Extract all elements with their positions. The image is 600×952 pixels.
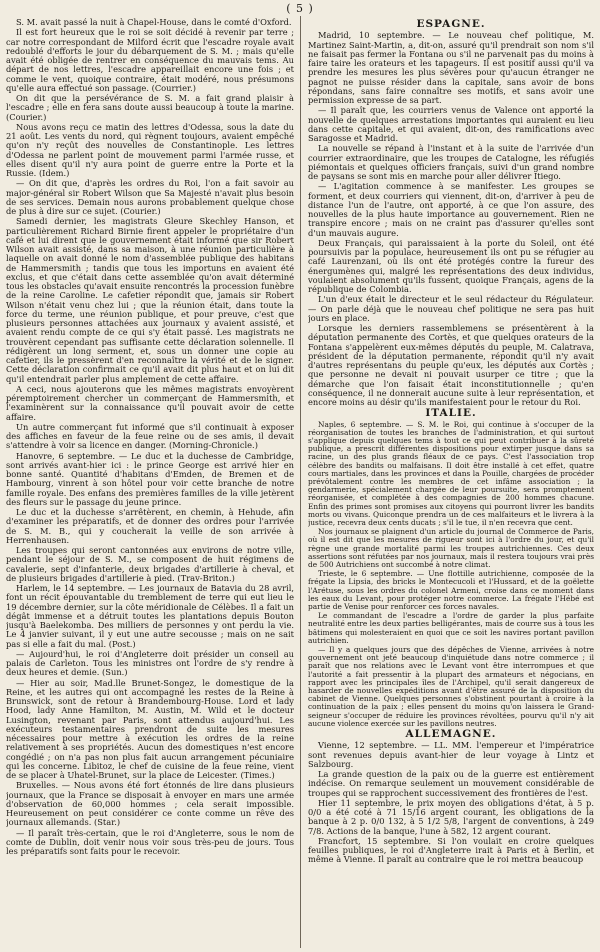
article-paragraph: Le duc et la duchesse s'arrêtèrent, en chemin, à Hehude, afin d'examiner les préparatifs, et de donner des ordres pour l'arrivée de S. M. B., qui y coucherait la veille de son arrivée à Herrenhausen. [6, 507, 294, 545]
article-paragraph: Les troupes qui seront cantonnées aux environs de notre ville, pendant le séjour de S. M., se composent de huit régimens de cavalerie, sept d'infanterie, deux brigades d'artillerie à cheval, et de plusieurs brigades d'artillerie à pied. (Trav-Briton.) [6, 545, 294, 583]
article-paragraph: — Il paraît que, les courriers venus de Valence ont apporté la nouvelle de quelques arrestations importantes qui auraient eu lieu dans cette capitale, et qui avaient, dit-on, des ramifications avec Saragosse et Madrid. [308, 105, 594, 143]
article-paragraph: Le commandant de l'escadre a l'ordre de garder la plus parfaite neutralité entre les deux parties belligérantes, mais de courre sus à tous les bâtimens qui molesteraient en quoi que ce soit les navires portant pavillon autrichien. [308, 611, 594, 645]
article-paragraph: Bruxelles. — Nous avons été fort étonnés de lire dans plusieurs journaux, que la France se disposait à envoyer en mars une armée d'observation de 60,000 hommes ; cela serait impossible. Heureusement on peut considérer ce conte comme un rêve des journaux allemands. (Star.) [6, 780, 294, 828]
article-paragraph: — Il paraît très-certain, que le roi d'Angleterre, sous le nom de comte de Dublin, doit venir nous voir sous très-peu de jours. Tous les préparatifs sont faits pour le recevoir. [6, 827, 294, 856]
article-paragraph: Harlem, le 14 septembre. — Les journaux de Batavia du 28 avril, font un récit épouvantable du tremblement de terre qui eut lieu le 19 décembre dernier, sur la côte méridionale de Célèbes. Il a fait un dégât immense et a détruit toutes les plantations depuis Bouton jusqu'à Baelekomba. Des milliers de personnes y ont perdu la vie. Le 4 janvier suivant, il y eut une autre secousse ; mais on ne sait pas si elle a fait du mal. (Post.) [6, 583, 294, 649]
left-column [6, 18, 294, 946]
article-paragraph: L'un d'eux était le directeur et le seul rédacteur du Régulateur. — On parle déjà que le nouveau chef politique ne sera pas huit jours en place. [308, 294, 594, 323]
article-paragraph: Nos journaux se plaignent d'un article du journal de Commerce de Paris, où il est dit que les mesures de rigueur sont ici à l'ordre du jour, et qu'il règne une grande mortalité parmi les troupes autrichiennes. Ces deux assertions sont réfutées par nos journaux, mais il restera toujours vrai près de 500 Autrichiens ont succombé à notre climat. [308, 527, 594, 569]
article-paragraph: — Aujourd'hui, le roi d'Angleterre doit présider un conseil au palais de Carleton. Tous les ministres ont l'ordre de s'y rendre à deux heures et demie. (Sun.) [6, 648, 294, 678]
article-paragraph: — On dit que, d'après les ordres du Roi, l'on a fait savoir au major-général sir Robert Wilson que Sa Majesté n'avait plus besoin de ses services. Demain nous aurons probablement quelque chose de plus à dire sur ce sujet. (Courier.) [6, 178, 294, 216]
article-paragraph: Hanovre, 6 septembre. — Le duc et la duchesse de Cambridge, sont arrivés avant-hier ici : le prince George est arrivé hier en bonne santé. Quantité d'habitans d'Emden, de Bremen et de Hambourg, vinrent à son hôtel pour voir cette branche de notre famille royale. Des enfans des premières familles de la ville jetèrent des fleurs sur le passage du jeune prince. [6, 450, 294, 507]
article-paragraph: Naples, 6 septembre. — S. M. le Roi, qui continue à s'occuper de la réorganisation de toutes les branches de l'administration, et qui surtout s'applique depuis quelques tems à tout ce qui peut contribuer à la sûreté publique, a prescrit différentes dispositions pour extirper jusque dans sa racine, un des plus grands fléaux de ce pays. C'est l'association trop célèbre des bandits ou malfaisans. Il doit être installé à cet effet, quatre cours martiales, dans les provinces et dans la Pouille, chargées de procéder prévôtalement contre les membres de cet infâme association ; la gendarmerie, spécialement chargée de leur poursuite, sera promptement réorganisée, et complétée à des compagnies de 200 hommes chacune. Enfin des primes sont promises aux citoyens qui pourront livrer les bandits morts ou vivans. Quiconque prendra un de ces malfaiteurs et le livrera à la justice, recevra deux cents ducats ; s'il le tue, il n'en recevra que cent. [308, 419, 594, 527]
article-paragraph: Il est fort heureux que le roi se soit décidé à revenir par terre ; car notre correspondant de Milford écrit que l'escadre royale avait redoublé d'efforts le jour du débarquement de S. M. ; mais qu'elle avait été obligée de rentrer en conséquence du mauvais tems. Au départ de nos lettres, l'escadre appareillait encore une fois ; et comme le vent, quoique contraire, était modéré, nous présumons qu'elle aura effectué son passage. (Courrier.) [6, 27, 294, 93]
article-paragraph: La grande question de la paix ou de la guerre est entièrement indécise. On remarque seulement un mouvement considérable de troupes qui se rapprochent successivement des frontières de l'est. [308, 769, 594, 798]
article-paragraph: Hier 11 septembre, le prix moyen des obligations d'état, à 5 p. 0/0 a été coté à 71 15/16 argent courant, les obligations de la banque à 2 p. 0/0 132, à 5 1/2 5/8, l'argent de conventions, à 249 7/8. Actions de la banque, l'une à 582, 12 argent courant. [308, 797, 594, 836]
article-paragraph: La nouvelle se répand à l'instant et à la suite de l'arrivée d'un courrier extraordinaire, que les troupes de Catalogne, les réfugiés piémontais et quelques officiers français, suivi d'un grand nombre de paysans se sont mis en marche pour aller délivrer Itiego. [308, 143, 594, 181]
page-number: ( 5 ) [286, 2, 314, 15]
article-paragraph: S. M. avait passé la nuit à Chapel-House, dans le comté d'Oxford. [16, 18, 292, 27]
article-paragraph: Samedi dernier, les magistrats Gleure Skechley Hanson, et particulièrement Richard Birnie firent appeler le propriétaire d'un café et lui dirent que le gouvernement était informé que sir Robert Wilson avait assisté, dans sa maison, à une réunion particulière à laquelle on avait donné le nom d'assemblée publique des habitans de Hammersmith ; tandis que tous les importuns en avaient été exclus, et que c'était dans cette assemblée qu'on avait déterminé tous les obstacles qu'avait ensuite rencontrés la procession funèbre de la reine Caroline. Le cafetier répondit que, jamais sir Robert Wilson n'était venu chez lui ; que la réunion était, dans toute la force du terme, une réunion publique, et pour preuve, c'est que plusieurs personnes attachées aux journaux y avaient assisté, et avaient rendu compte de ce qui s'y était passé. Les magistrats ne trouvèrent cependant pas suffisante cette déclaration solennelle. Il rédigèrent un long serment, et, sous un donner une copie au cafetier, ils le pressèrent d'en reconnaître la vérité et de le signer. Cette déclaration confirmait ce qu'il avait dit plus haut et on lui dit qu'il entendrait parler plus amplement de cette affaire. [6, 216, 294, 384]
section-heading-espagne: ESPAGNE. [416, 18, 486, 30]
article-paragraph: Francfort, 15 septembre. Si l'on voulait en croire quelques feuilles publiques, le roi d'Angleterre irait à Paris et à Berlin, et même à Vienne. Il paraît au contraire que le roi mettra beaucoup [308, 835, 594, 865]
article-paragraph: — Il y a quelques jours que des dépêches de Vienne, arrivées à notre gouvernement ont jeté beaucoup d'inquiétude dans notre commerce ; il paraît que nos relations avec le Levant vont être interrompues et que l'autorité a fait pressentir à la plupart des armateurs et négocians, en rapport avec les principales îles de l'Archipel, qu'il serait dangereux de hasarder de nouvelles expéditions avant d'être assuré de la disposition du cabinet de Vienne. Quelques personnes s'obstinent pourtant à croire à la continuation de la paix ; elles pensent du moins qu'on laissera le Grand-seigneur s'occuper de réduire les provinces révoltées, pourvu qu'il n'y ait aucune violence exercée sur les pavillons neutres. [308, 644, 594, 728]
article-paragraph: Vienne, 12 septembre. — LL. MM. l'empereur et l'impératrice sont revenues depuis avant-hier de leur voyage à Lintz et Salzbourg. [308, 740, 594, 769]
article-paragraph: Lorsque les derniers rassemblemens se présentèrent à la députation permanente des Cortès, et que quelques orateurs de la Fontana s'appelèrent eux-mêmes députés du peuple, M. Calatrava, président de la députation permanente, répondit qu'il n'y avait d'autres représentans du peuple qu'eux, les députés aux Cortès ; que personne ne devait ni pouvait usurper ce titre ; que la démarche que l'on faisait était inconstitutionnelle ; qu'en conséquence, il ne donnerait aucune suite à leur représentation, et encore moins au désir qu'ils manifestaient pour le retour du Roi. [308, 323, 594, 407]
article-paragraph: Nous avons reçu ce matin des lettres d'Odessa, sous la date du 21 août. Les vents du nord, qui règnent toujours, avaient empêché qu'on n'y reçût des nouvelles de Constantinople. Les lettres d'Odessa ne parlent point de mouvement parmi l'armée russe, et elles disent qu'il n'y aura point de guerre entre la Porte et la Russie. (Idem.) [6, 121, 294, 178]
article-paragraph: Deux Français, qui paraissaient à la porte du Soleil, ont été poursuivis par la populace, heureusement ils ont pu se réfugier au café Laurenzani, où ils ont été protégés contre la fureur des énergumènes qui, malgré les représentations des deux individus, voulaient absolument qu'ils fussent, quoique Français, agens de la république de Colombia. [308, 237, 594, 294]
article-paragraph: Un autre commerçant fut informé que s'il continuait à exposer des affiches en faveur de la feue reine ou de ses amis, il devait s'attendre à voir sa licence en danger. (Morning-Chronicle.) [6, 421, 294, 451]
article-paragraph: A ceci, nous ajouterons que les mêmes magistrats envoyèrent péremptoirement chercher un commerçant de Hammersmith, et l'examinèrent sur la connaissance qu'il pouvait avoir de cette affaire. [6, 383, 294, 422]
section-heading-allemagne: ALLEMAGNE. [405, 728, 497, 741]
article-paragraph: Trieste, le 6 septembre. — Une flottille autrichienne, composée de la frégate la Lipsia, des bricks le Montecucoli et l'Hussard, et de la goëlette l'Arétuse, sous les ordres du colonel Armeni, croise dans ce moment dans les eaux du Levant, pour protéger notre commerce. La frégate l'Hébé est partie de Venise pour renforcer ces forces navales. [308, 569, 594, 611]
article-paragraph: — L'agitation commence à se manifester. Les groupes se forment, et deux courriers qui viennent, dit-on, d'arriver à peu de distance l'un de l'autre, ont apporté, à ce que l'on assure, des nouvelles de la plus haute importance au gouvernement. Rien ne transpire encore ; mais on ne craint pas d'assurer qu'elles sont d'un mauvais augure. [308, 181, 594, 238]
article-paragraph: On dit que la persévérance de S. M. a fait grand plaisir à l'escadre ; elle en fera sans doute aussi beaucoup à toute la marine. (Courier.) [6, 93, 294, 122]
article-paragraph: Madrid, 10 septembre. — Le nouveau chef politique, M. Martinez Saint-Martin, a, dit-on, assuré qu'il prendrait son nom s'il ne faisait pas fermer la Fontana ou s'il ne parvenait pas du moins à faire taire les orateurs et les tapageurs. Il est positif aussi qu'il va prendre les mesures les plus sévères pour qu'aucun étranger ne pagnot ne puisse résider dans la capitale, sans avoir de bons répondans, sans faire connaître ses motifs, et sans avoir une permission expresse de sa part. [308, 30, 594, 105]
right-column [308, 18, 594, 946]
section-heading-italie: ITALIE. [425, 407, 477, 420]
column-divider [300, 16, 301, 948]
article-paragraph: — Hier au soir, Mad.lle Brunet-Songez, le domestique de la Reine, et les autres qui ont accompagné les restes de la Reine à Brunswick, sont de retour à Brandembourg-House. Lord et lady Hood, lady Anne Hamilton, M. Austin, M. Wild et le docteur Lusington, revenant par Paris, sont attendus aujourd'hui. Les exécuteurs testamentaires prendront de suite les mesures nécessaires pour mettre à exécution les ordres de la reine relativement à ses propriétés. Aucun des domestiques n'est encore congédié ; on n'a pas non plus fait aucun arrangement pécuniaire qui les concerne. Libitoz, le chef de cuisine de la feue reine, vient de se placer à Uhatel-Brunet, sur la place de Leicester. (Times.) [6, 677, 294, 780]
